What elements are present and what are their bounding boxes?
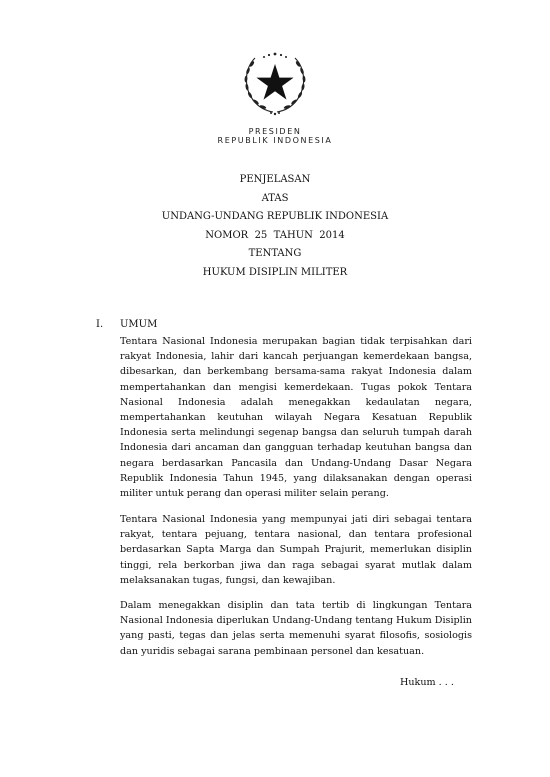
office-title: PRESIDEN: [248, 127, 302, 136]
title-line: ATAS: [261, 192, 289, 204]
paragraph: Dalam menegakkan disiplin dan tata tertib di lingkungan Tentara Nasional Indonesia diperlukan Undang-Undang tentang Hukum Disiplin yang pasti, tegas dan jelas serta memenuhi syarat filosofis, sosiologis dan yuridis sebagai sarana pembinaan personel dan kesatuan.: [120, 600, 472, 657]
title-line: PENJELASAN: [239, 174, 311, 185]
paragraph: Tentara Nasional Indonesia merupakan bagian tidak terpisahkan dari rakyat Indonesia, lahir dari kancah perjuangan kemerdekaan bangsa, dibesarkan, dan berkembang bersama-sama rakyat Indonesia dalam mempertahankan dan mengisi kemerdekaan. Tugas pokok Tentara Nasional Indonesia adalah menegakkan kedaulatan negara, mempertahankan keutuhan wilayah Negara Kesatuan Republik Indonesia serta melindungi segenap bangsa dan seluruh tumpah darah Indonesia dari ancaman dan gangguan terhadap keutuhan bangsa dan negara berdasarkan Pancasila dan Undang-Undang Dasar Negara Republik Indonesia Tahun 1945, yang dilaksanakan dengan operasi militer untuk perang dan operasi militer selain perang.: [120, 336, 472, 500]
section-title: UMUM: [120, 319, 158, 330]
paragraph: Tentara Nasional Indonesia yang mempunyai jati diri sebagai tentara rakyat, tentara pejuang, tentara nasional, dan tentara profesional berdasarkan Sapta Marga dan Sumpah Prajurit, memerlukan disiplin tinggi, rela berkorban jiwa dan raga sebagai syarat mutlak dalam melaksanakan tugas, fungsi, dan kewajiban.: [120, 514, 472, 586]
document-title-block: [0, 171, 550, 283]
section-heading: [96, 318, 157, 332]
garuda-star-emblem-icon: [235, 50, 315, 116]
section-number: I.: [96, 319, 104, 330]
office-subtitle: REPUBLIK INDONESIA: [217, 136, 333, 145]
title-line: UNDANG-UNDANG REPUBLIK INDONESIA: [161, 211, 389, 223]
title-line: TENTANG: [248, 248, 302, 260]
page-continuation-marker: Hukum . . .: [400, 677, 454, 688]
title-line: NOMOR 25 TAHUN 2014: [205, 229, 345, 241]
title-line: HUKUM DISIPLIN MILITER: [202, 266, 348, 278]
